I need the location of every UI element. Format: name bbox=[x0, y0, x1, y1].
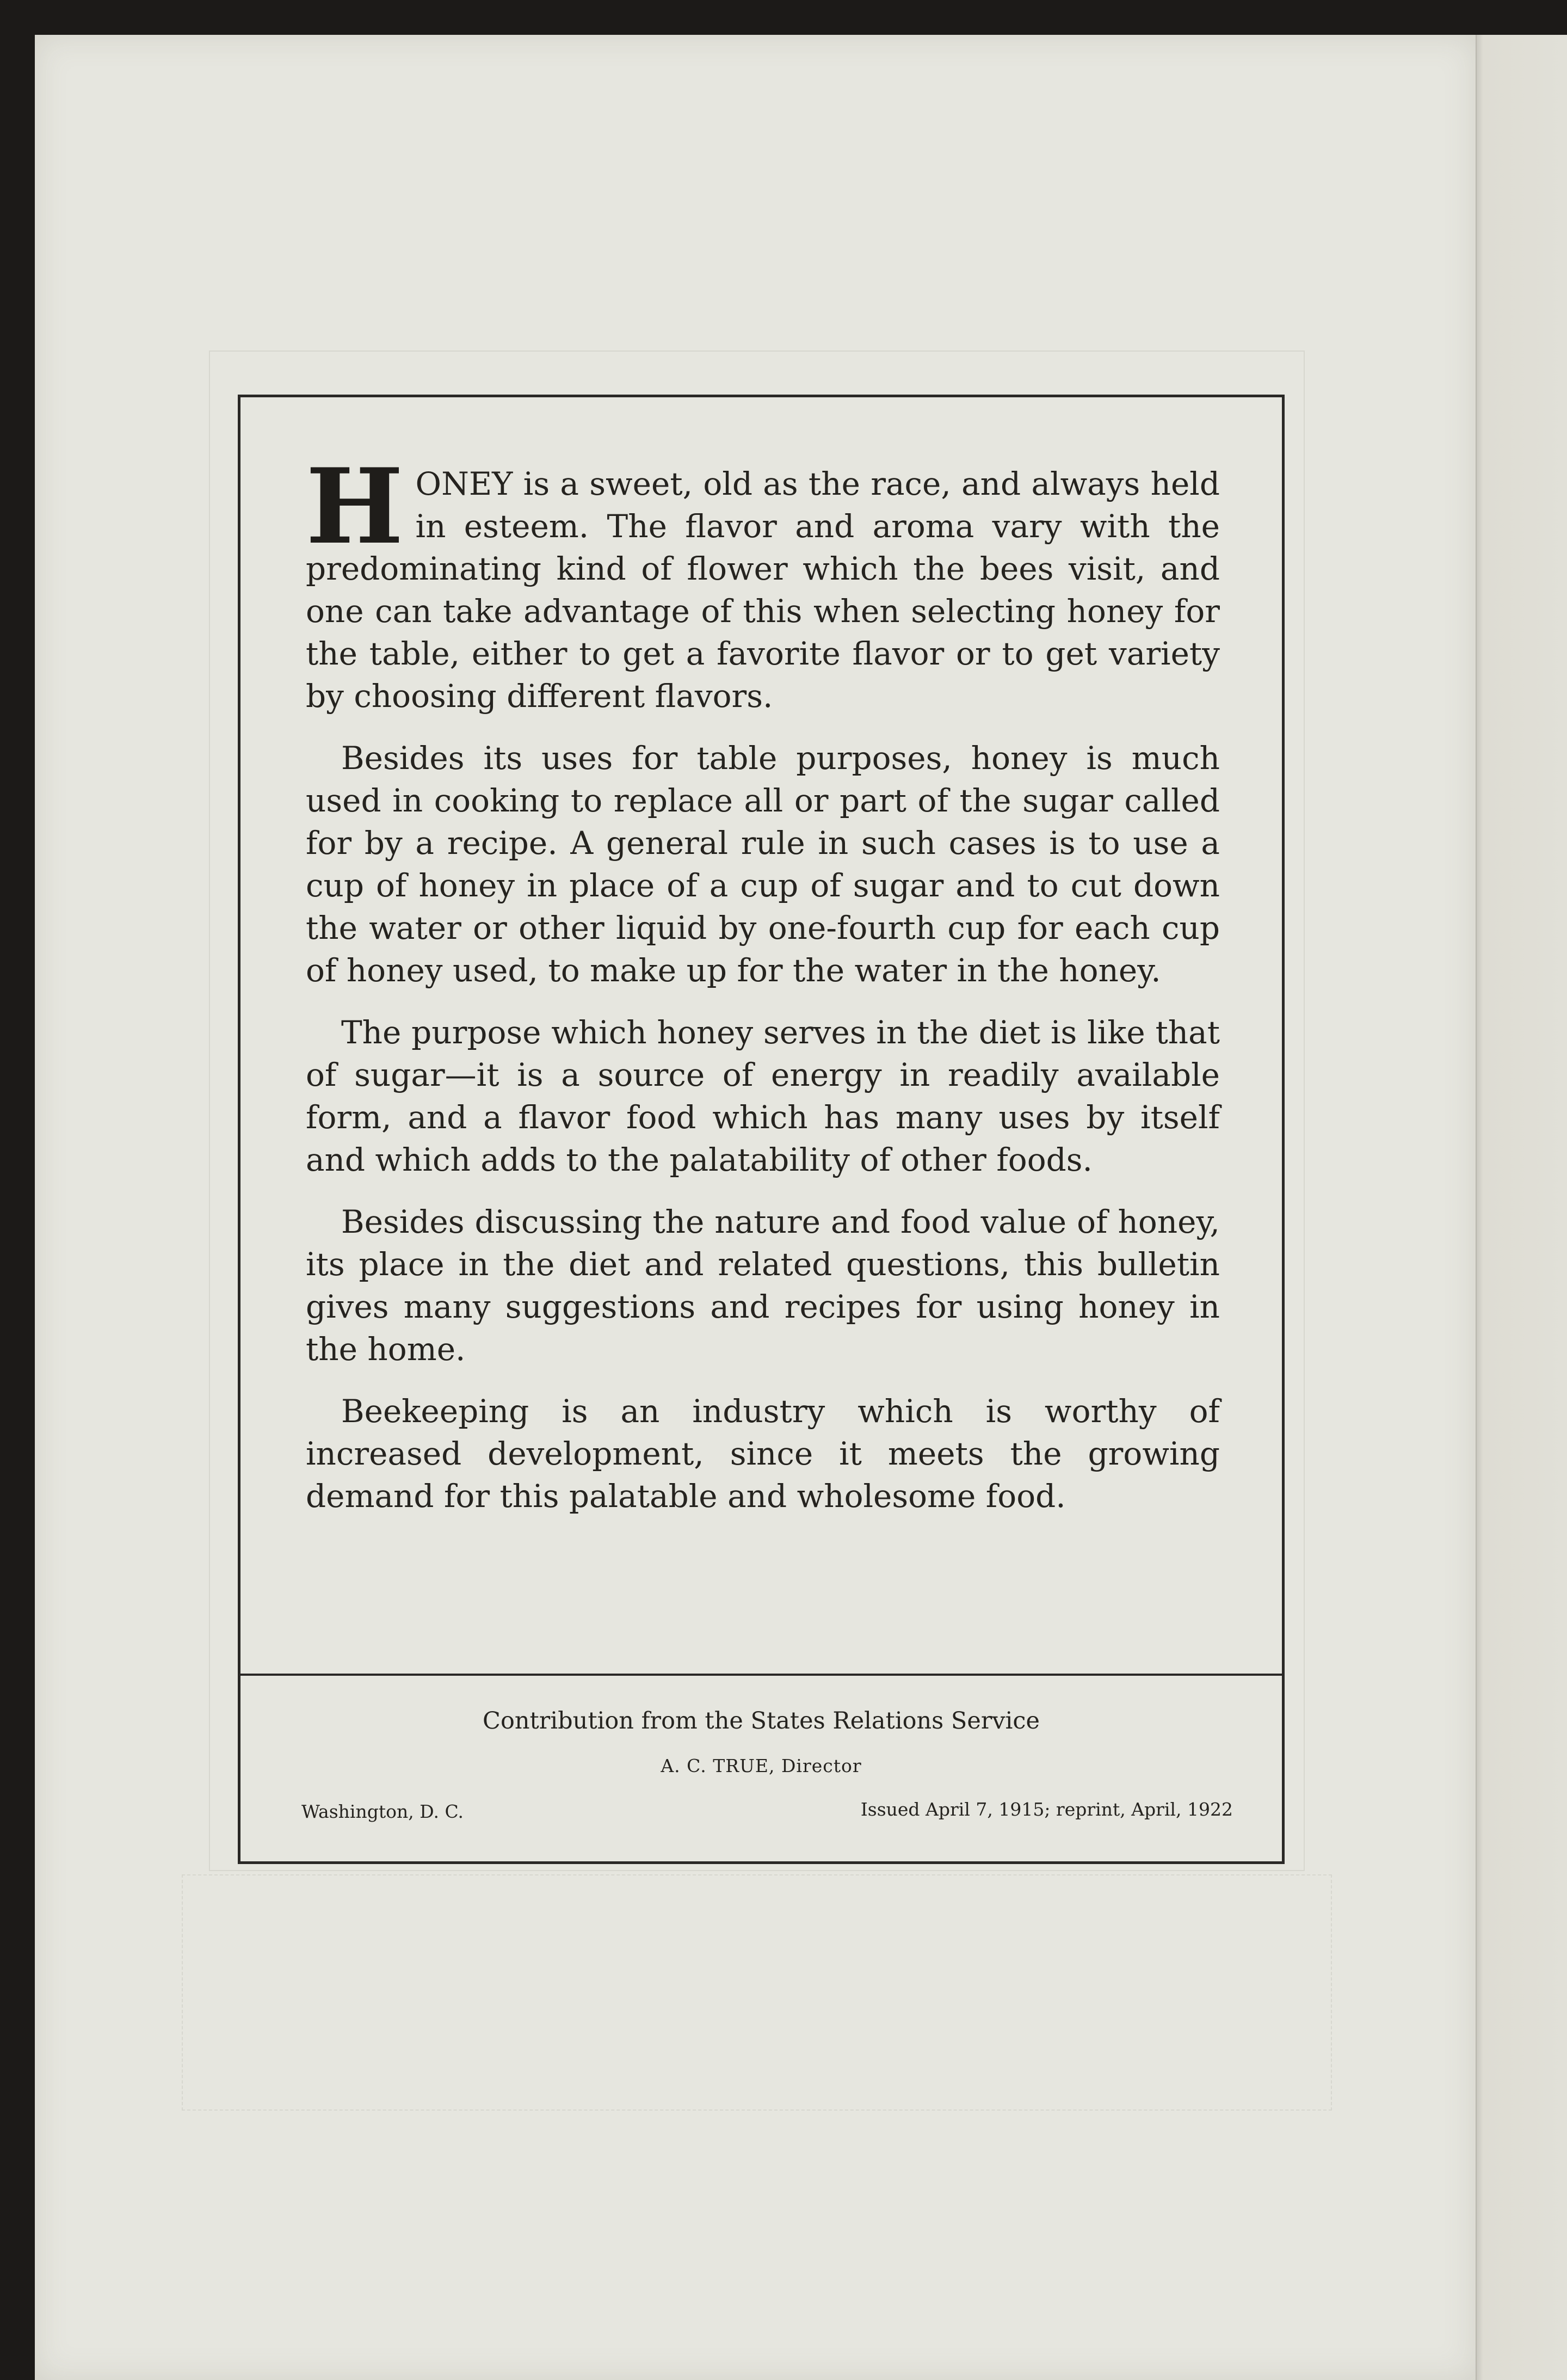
paragraph-5: Beekeeping is an industry which is worthy of increased development, since it meets the growing demand for this palatable and wholesome food. bbox=[306, 1393, 1220, 1515]
show-through-ornament bbox=[182, 1874, 1332, 2111]
director-line: A. C. TRUE, Director bbox=[661, 1755, 862, 1776]
body-text bbox=[306, 446, 1220, 1537]
contribution-line: Contribution from the States Relations Service bbox=[483, 1707, 1040, 1735]
place-line: Washington, D. C. bbox=[301, 1801, 464, 1822]
text-frame bbox=[238, 395, 1285, 1864]
paragraph-1-text: ONEY is a sweet, old as the race, and always held in esteem. The flavor and aroma vary with the predominating kind of flower which the bees visit, and one can take advantage of this when selecting honey for the table, either to get a favorite flavor or to get variety by choosing different flavors. bbox=[306, 465, 1220, 715]
imprint-footer bbox=[240, 1676, 1282, 1861]
paragraph-3: The purpose which honey serves in the diet is like that of sugar—it is a source of energy in readily available form, and a flavor food which has many uses by itself and which adds to the palatability of other foods. bbox=[306, 1014, 1220, 1178]
drop-cap: H bbox=[306, 446, 404, 567]
paragraph-2: Besides its uses for table purposes, honey is much used in cooking to replace all or part of the sugar called for by a recipe. A general rule in such cases is to use a cup of honey in place of a cup of sugar and to cut down the water or other liquid by one-fourth cup for each cup of honey used, to make up for the water in the honey. bbox=[306, 740, 1220, 989]
paragraph-4: Besides discussing the nature and food value of honey, its place in the diet and related questions, this bulletin gives many suggestions and recipes for using honey in the home. bbox=[306, 1203, 1220, 1368]
issued-line: Issued April 7, 1915; reprint, April, 1922 bbox=[860, 1799, 1233, 1820]
adjacent-page-edge bbox=[1477, 35, 1567, 2380]
paragraph-1 bbox=[306, 446, 1220, 717]
